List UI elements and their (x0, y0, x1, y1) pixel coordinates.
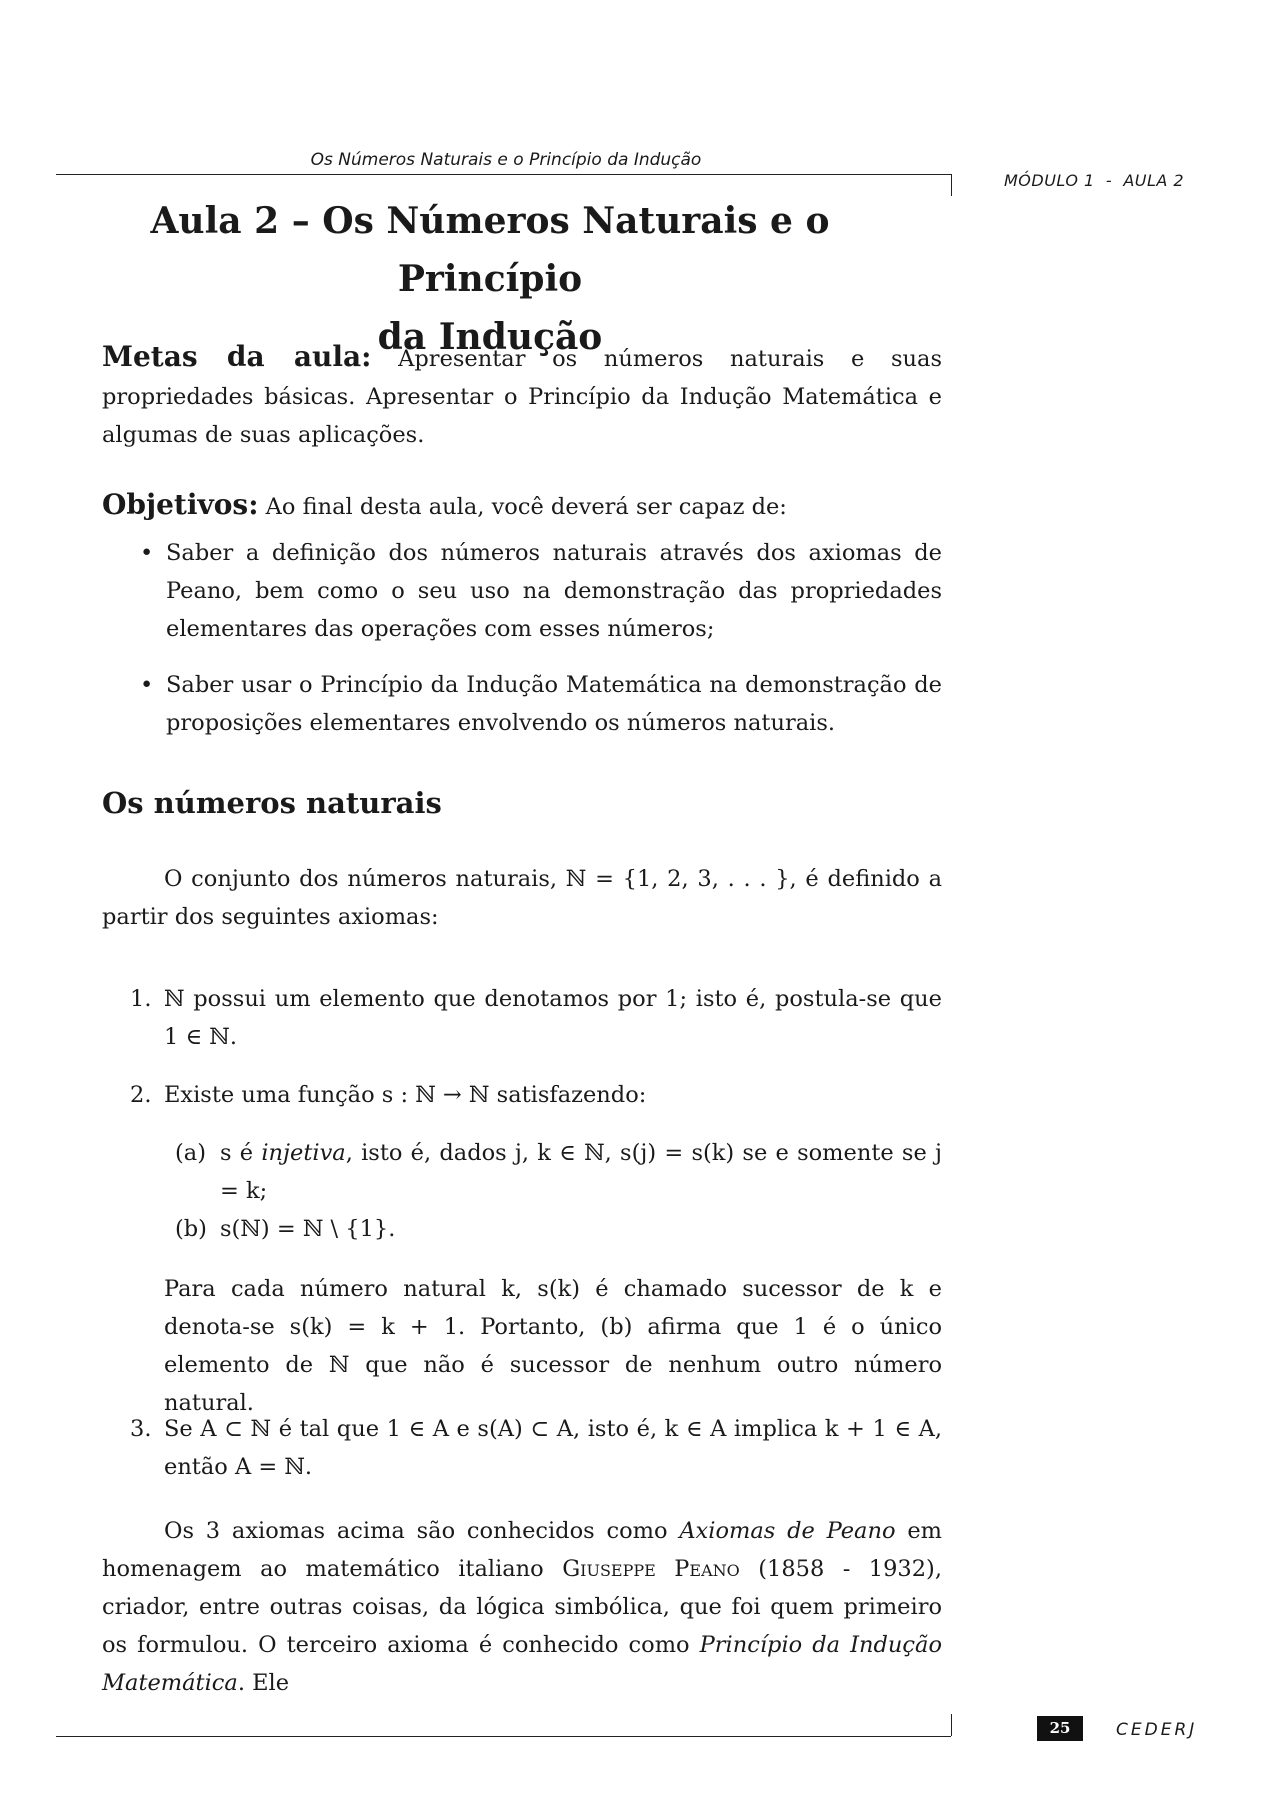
axiom-number: 1. (130, 986, 152, 1012)
footer-rule (56, 1736, 951, 1737)
successor-note: Para cada número natural k, s(k) é chamado sucessor de k e denota-se s(k) = k + 1. Portanto, (b) afirma que 1 é o único elemento de ℕ que não é sucessor de nenhum outro número natural. (164, 1276, 942, 1416)
objectives-list (102, 524, 942, 760)
axiom-number: 3. (130, 1416, 152, 1442)
header-rule-tick (951, 174, 952, 196)
objectives-intro: Ao final desta aula, você deverá ser capaz de: (258, 494, 787, 520)
axiom-number: 2. (130, 1082, 152, 1108)
section-intro: O conjunto dos números naturais, ℕ = {1, 2, 3, . . . }, é definido a partir dos seguintes axiomas: (102, 866, 942, 930)
closing-text-3: (1858 - 1932), criador, entre outras coisas, da lógica simbólica, que foi quem primeiro os formulou. O terceiro axioma é conhecido como (102, 1556, 942, 1658)
lesson-title-line-1: Aula 2 – Os Números Naturais e o Princípio (150, 200, 830, 300)
peano-axioms-term: Axiomas de Peano (679, 1518, 896, 1544)
peano-name: Giuseppe Peano (562, 1556, 740, 1582)
closing-text-4: . Ele (237, 1670, 290, 1696)
footer-rule-tick (951, 1714, 952, 1736)
objectives-label: Objetivos: (102, 488, 259, 521)
goals-text: Apresentar os números naturais e suas propriedades básicas. Apresentar o Princípio da Indução Matemática e algumas de suas aplicações. (102, 346, 942, 448)
module-label: MÓDULO 1 - AULA 2 (1004, 171, 1185, 190)
objective-text: Saber usar o Princípio da Indução Matemática na demonstração de proposições elementares envolvendo os números naturais. (166, 672, 942, 736)
objective-item (102, 666, 942, 742)
closing-paragraph (102, 1512, 942, 1702)
header-rule (56, 174, 951, 175)
bullet-icon: • (140, 672, 154, 698)
axiom-text: Existe uma função s : ℕ → ℕ satisfazendo: (164, 1082, 647, 1108)
publisher-label: CEDERJ (1116, 1720, 1198, 1740)
objective-item (102, 534, 942, 648)
subitem-label: (b) (175, 1216, 207, 1242)
running-header-title: Os Números Naturais e o Princípio da Indução (310, 150, 702, 170)
subitem-emphasis: injetiva (261, 1140, 346, 1166)
lesson-title-line-2: da Indução (377, 316, 603, 358)
subitem-text (220, 1134, 942, 1210)
bullet-icon: • (140, 540, 154, 566)
subitem-label: (a) (175, 1140, 206, 1166)
goals-paragraph (102, 338, 942, 454)
objective-text: Saber a definição dos números naturais através dos axiomas de Peano, bem como o seu uso na demonstração das propriedades elementares das operações com esses números; (166, 540, 942, 642)
axiom-text: Se A ⊂ ℕ é tal que 1 ∈ A e s(A) ⊂ A, isto é, k ∈ A implica k + 1 ∈ A, então A = ℕ. (164, 1416, 942, 1480)
closing-text-1: Os 3 axiomas acima são conhecidos como (164, 1518, 680, 1544)
objectives-heading (102, 486, 942, 526)
goals-label: Metas da aula: (102, 340, 372, 373)
closing-text-2: em homenagem ao matemático italiano (102, 1518, 942, 1582)
subitem-text-pre: s é (220, 1140, 262, 1166)
induction-principle-term: Princípio da Indução Matemática (102, 1632, 942, 1696)
subitem-text: s(ℕ) = ℕ \ {1}. (220, 1216, 396, 1242)
subitem-text-post: , isto é, dados j, k ∈ ℕ, s(j) = s(k) se e somente se j = k; (220, 1140, 942, 1204)
page-number: 25 (1037, 1716, 1083, 1741)
axiom-text: ℕ possui um elemento que denotamos por 1; isto é, postula-se que 1 ∈ ℕ. (164, 986, 942, 1050)
section-title: Os números naturais (102, 786, 442, 820)
